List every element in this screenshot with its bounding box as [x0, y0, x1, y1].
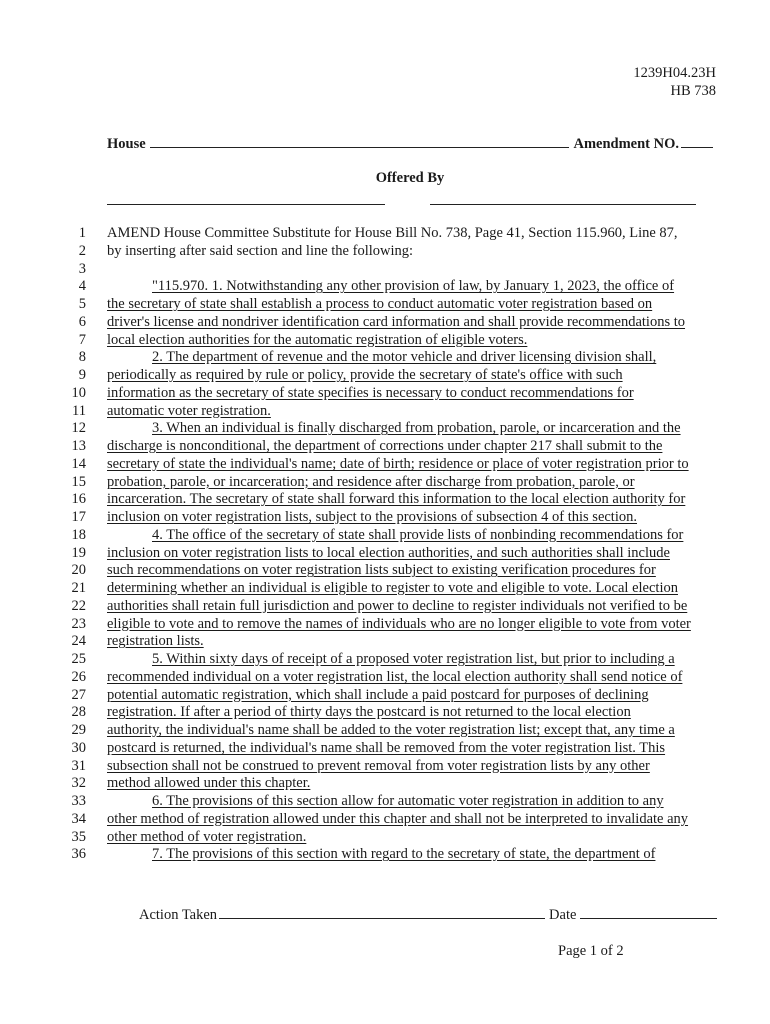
line-number: 7	[78, 331, 86, 348]
line-text: 3. When an individual is finally discharged from probation, parole, or incarceration and the	[152, 420, 681, 437]
line-number: 34	[71, 810, 86, 827]
line-13	[0, 437, 770, 455]
line-number: 17	[71, 509, 86, 525]
line-14	[0, 455, 770, 473]
line-number: 28	[71, 704, 86, 721]
line-number: 35	[71, 828, 86, 845]
line-text: AMEND House Committee Substitute for House Bill No. 738, Page 41, Section 115.960, Line 87,	[107, 225, 678, 241]
line-11	[0, 402, 770, 420]
date-label: Date	[549, 907, 577, 923]
line-number: 12	[71, 420, 86, 437]
line-text: secretary of state the individual's name; date of birth; residence or place of voter registration prior to	[107, 455, 689, 472]
line-text: by inserting after said section and line the following:	[107, 242, 414, 259]
line-text: 5. Within sixty days of receipt of a proposed voter registration list, but prior to including a	[152, 651, 675, 667]
line-2	[0, 242, 770, 260]
line-number: 14	[71, 455, 86, 472]
line-number: 25	[71, 651, 86, 667]
line-16	[0, 490, 770, 508]
line-12	[0, 419, 770, 437]
amendment-number-blank	[681, 135, 713, 148]
line-text: postcard is returned, the individual's name shall be removed from the voter registration list. This	[107, 739, 666, 756]
line-20	[0, 561, 770, 579]
line-text: information as the secretary of state specifies is necessary to conduct recommendations for	[107, 384, 634, 401]
line-number: 6	[78, 313, 86, 330]
line-18	[0, 526, 770, 544]
line-number: 13	[71, 438, 86, 454]
line-30	[0, 739, 770, 757]
offered-by-label: Offered By	[375, 170, 445, 186]
line-text: probation, parole, or incarceration; and residence after discharge from probation, parole, or	[107, 473, 635, 490]
line-text: 2. The department of revenue and the motor vehicle and driver licensing division shall,	[152, 349, 657, 366]
line-text: subsection shall not be construed to prevent removal from voter registration lists by any other	[107, 757, 650, 774]
line-text: 7. The provisions of this section with regard to the secretary of state, the department of	[152, 846, 656, 863]
sponsor-signature-line-left	[107, 204, 385, 205]
house-label: House	[107, 136, 146, 152]
line-22	[0, 597, 770, 615]
house-amendment-row	[107, 135, 713, 153]
line-text: authority, the individual's name shall be added to the voter registration list; except that, any time a	[107, 722, 675, 738]
line-36	[0, 845, 770, 863]
line-number: 22	[71, 597, 86, 614]
line-6	[0, 313, 770, 331]
action-taken-row	[139, 906, 717, 924]
page-number: Page 1 of 2	[558, 943, 624, 959]
line-19	[0, 544, 770, 562]
line-1	[0, 224, 770, 242]
line-10	[0, 384, 770, 402]
line-21	[0, 579, 770, 597]
line-number: 21	[71, 580, 86, 596]
line-number: 19	[71, 544, 86, 561]
line-number: 30	[71, 739, 86, 756]
line-number: 15	[71, 473, 86, 490]
line-15	[0, 473, 770, 491]
line-number: 3	[78, 260, 86, 277]
line-9	[0, 366, 770, 384]
line-number: 5	[78, 296, 86, 312]
line-number: 8	[78, 349, 86, 366]
document-id	[633, 64, 716, 100]
line-text: determining whether an individual is eligible to register to vote and eligible to vote. Local election	[107, 580, 678, 596]
action-taken-label: Action Taken	[139, 907, 218, 923]
line-text: discharge is nonconditional, the department of corrections under chapter 217 shall submit to the	[107, 438, 663, 454]
line-number: 20	[71, 562, 86, 579]
line-text: incarceration. The secretary of state shall forward this information to the local election authority for	[107, 491, 686, 508]
line-number: 1	[78, 225, 86, 241]
line-text: recommended individual on a voter registration list, the local election authority shall send notice of	[107, 668, 683, 685]
date-blank	[580, 906, 717, 919]
line-31	[0, 757, 770, 775]
line-text: registration lists.	[107, 633, 204, 650]
line-text: 6. The provisions of this section allow for automatic voter registration in addition to any	[152, 793, 664, 809]
line-text: other method of voter registration.	[107, 828, 307, 845]
line-number: 32	[71, 775, 86, 792]
line-text: method allowed under this chapter.	[107, 775, 311, 792]
line-4	[0, 277, 770, 295]
line-number: 10	[71, 384, 86, 401]
line-text: the secretary of state shall establish a process to conduct automatic voter registration based on	[107, 296, 653, 312]
line-text: such recommendations on voter registration lists subject to existing verification procedures for	[107, 562, 656, 579]
line-26	[0, 668, 770, 686]
line-32	[0, 774, 770, 792]
line-29	[0, 721, 770, 739]
line-text: automatic voter registration.	[107, 402, 271, 419]
line-number: 11	[72, 402, 86, 419]
line-text: inclusion on voter registration lists, subject to the provisions of subsection 4 of this section.	[107, 509, 637, 525]
line-text: periodically as required by rule or policy, provide the secretary of state's office with such	[107, 367, 623, 383]
line-number: 24	[71, 633, 86, 650]
house-blank-line	[150, 135, 570, 148]
line-5	[0, 295, 770, 313]
line-7	[0, 331, 770, 349]
line-number: 2	[78, 242, 86, 259]
line-text: registration. If after a period of thirty days the postcard is not returned to the local election	[107, 704, 631, 721]
line-text: potential automatic registration, which shall include a paid postcard for purposes of declining	[107, 686, 649, 703]
line-number: 4	[78, 278, 86, 295]
doc-code: 1239H04.23H	[633, 65, 716, 81]
line-number: 16	[71, 491, 86, 508]
line-text: authorities shall retain full jurisdiction and power to decline to register individuals not verified to be	[107, 597, 688, 614]
line-number: 26	[71, 668, 86, 685]
line-25	[0, 650, 770, 668]
line-27	[0, 686, 770, 704]
bill-number: HB 738	[670, 83, 716, 99]
line-number: 36	[71, 846, 86, 863]
line-text: inclusion on voter registration lists to local election authorities, and such authorities shall include	[107, 544, 670, 561]
line-28	[0, 703, 770, 721]
amendment-number-label: Amendment NO.	[573, 136, 679, 152]
sponsor-signature-line-right	[430, 204, 696, 205]
line-text: eligible to vote and to remove the names of individuals who are no longer eligible to vote from voter	[107, 615, 691, 632]
line-34	[0, 810, 770, 828]
line-8	[0, 348, 770, 366]
line-23	[0, 615, 770, 633]
line-text: 4. The office of the secretary of state shall provide lists of nonbinding recommendations for	[152, 526, 684, 543]
line-text: local election authorities for the automatic registration of eligible voters.	[107, 331, 528, 348]
line-number: 29	[71, 722, 86, 738]
line-text: driver's license and nondriver identification card information and shall provide recommendations to	[107, 313, 686, 330]
line-17	[0, 508, 770, 526]
line-number: 18	[71, 526, 86, 543]
line-33	[0, 792, 770, 810]
line-35	[0, 828, 770, 846]
action-taken-blank	[219, 906, 545, 919]
line-number: 23	[71, 615, 86, 632]
line-number: 31	[71, 757, 86, 774]
line-number: 27	[71, 686, 86, 703]
line-24	[0, 632, 770, 650]
line-text: other method of registration allowed under this chapter and shall not be interpreted to invalidate any	[107, 810, 689, 827]
line-number: 33	[71, 793, 86, 809]
line-text: "115.970. 1. Notwithstanding any other provision of law, by January 1, 2023, the office of	[152, 278, 675, 295]
line-number: 9	[78, 367, 86, 383]
line-3	[0, 260, 770, 278]
